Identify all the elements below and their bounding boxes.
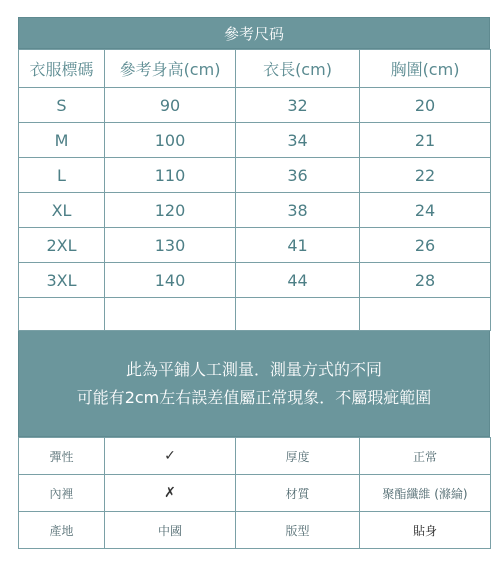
size-chart — [18, 17, 490, 549]
attribute-label: 產地 — [19, 512, 105, 549]
size-chart-title: 參考尺码 — [18, 17, 490, 49]
table-cell: 34 — [236, 123, 360, 158]
attribute-table — [18, 437, 491, 549]
table-row — [19, 228, 491, 263]
attribute-label: 版型 — [236, 512, 360, 549]
note-line: 可能有2cm左右誤差值屬正常現象．不屬瑕疵範圍 — [76, 387, 432, 407]
attribute-value: 聚酯纖維 (滌綸) — [360, 475, 491, 512]
attribute-label: 彈性 — [19, 438, 105, 475]
column-header: 衣長(cm) — [236, 50, 360, 88]
attribute-label: 厚度 — [236, 438, 360, 475]
attribute-value: 貼身 — [360, 512, 491, 549]
table-cell: XL — [19, 193, 105, 228]
empty-cell — [105, 298, 236, 331]
table-cell: 24 — [360, 193, 491, 228]
attribute-row — [19, 475, 491, 512]
empty-row — [19, 298, 491, 331]
table-cell: 32 — [236, 88, 360, 123]
table-row — [19, 123, 491, 158]
attribute-value: 正常 — [360, 438, 491, 475]
column-header: 參考身高(cm) — [105, 50, 236, 88]
table-row — [19, 158, 491, 193]
table-cell: 2XL — [19, 228, 105, 263]
table-cell: 90 — [105, 88, 236, 123]
empty-cell — [19, 298, 105, 331]
table-cell: 28 — [360, 263, 491, 298]
table-cell: 26 — [360, 228, 491, 263]
cross-icon: ✗ — [105, 475, 236, 512]
measurement-note — [18, 331, 490, 437]
table-cell: 38 — [236, 193, 360, 228]
attribute-row — [19, 512, 491, 549]
table-cell: 3XL — [19, 263, 105, 298]
column-header: 胸圍(cm) — [360, 50, 491, 88]
table-header-row — [19, 50, 491, 88]
size-table — [18, 49, 491, 331]
check-icon: ✓ — [105, 438, 236, 475]
table-cell: 41 — [236, 228, 360, 263]
attribute-label: 材質 — [236, 475, 360, 512]
table-cell: 44 — [236, 263, 360, 298]
table-row — [19, 263, 491, 298]
table-cell: 36 — [236, 158, 360, 193]
attribute-row — [19, 438, 491, 475]
table-cell: 140 — [105, 263, 236, 298]
note-line: 此為平鋪人工測量．測量方式的不同 — [125, 359, 382, 379]
table-row — [19, 88, 491, 123]
table-cell: M — [19, 123, 105, 158]
attribute-label: 內裡 — [19, 475, 105, 512]
table-cell: 20 — [360, 88, 491, 123]
empty-cell — [360, 298, 491, 331]
table-cell: 21 — [360, 123, 491, 158]
table-cell: 22 — [360, 158, 491, 193]
table-cell: 110 — [105, 158, 236, 193]
table-cell: L — [19, 158, 105, 193]
table-row — [19, 193, 491, 228]
table-cell: 100 — [105, 123, 236, 158]
column-header: 衣服標碼 — [19, 50, 105, 88]
table-cell: 130 — [105, 228, 236, 263]
table-cell: S — [19, 88, 105, 123]
attribute-value: 中國 — [105, 512, 236, 549]
table-cell: 120 — [105, 193, 236, 228]
empty-cell — [236, 298, 360, 331]
